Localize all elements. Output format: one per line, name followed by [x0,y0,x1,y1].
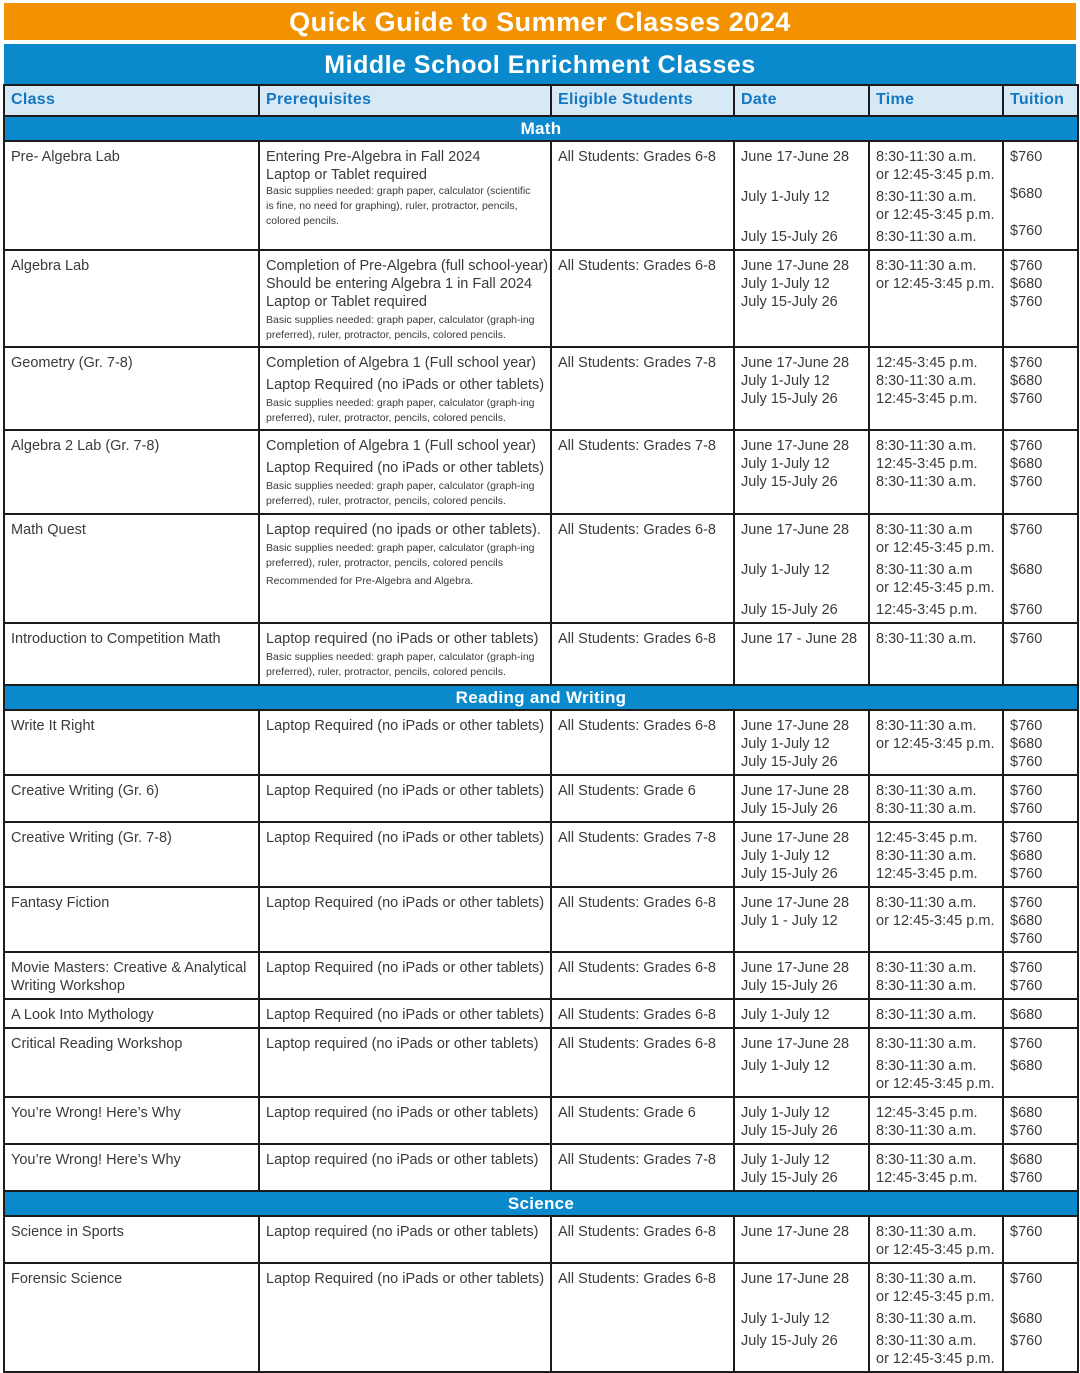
tuition-value: $760 [1010,718,1043,734]
column-header-date: Date [734,85,869,116]
tuition-value: $760 [1010,391,1043,407]
time-value: or 12:45-3:45 p.m. [876,276,995,292]
time-value: or 12:45-3:45 p.m. [876,167,995,183]
date-value: July 1 - July 12 [741,913,838,929]
eligible-students: All Students: Grade 6 [558,1105,696,1121]
tuition-value: $760 [1010,978,1043,994]
table-row [4,822,1078,887]
table-row [4,710,1078,775]
date-value: June 17-June 28 [741,1224,850,1240]
time-value: 12:45-3:45 p.m. [876,456,978,472]
date-value: June 17-June 28 [741,355,850,371]
tuition-value: $680 [1010,186,1043,202]
tuition-value: $760 [1010,258,1043,274]
prereq-supplies: Basic supplies needed: graph paper, calculator (scientific is fine, no need for graphing), ruler, protractor, pencils, colored pencils. [266,185,531,227]
time-value: 8:30-11:30 a.m. [876,474,977,490]
time-value: 8:30-11:30 a.m. [876,189,977,205]
prereq-line: Laptop Required (no iPads or other tablets) [266,1007,545,1023]
time-value: or 12:45-3:45 p.m. [876,913,995,929]
table-row [4,952,1078,999]
tuition-value: $760 [1010,1333,1043,1349]
prereq-recommendation: Recommended for Pre-Algebra and Algebra. [266,575,474,587]
class-name: You’re Wrong! Here’s Why [11,1152,181,1168]
time-value: 12:45-3:45 p.m. [876,830,978,846]
date-value: July 15-July 26 [741,1170,838,1186]
date-value: July 15-July 26 [741,602,838,618]
time-value: or 12:45-3:45 p.m. [876,580,995,596]
prereq-line: Completion of Algebra 1 (Full school year) [266,355,536,371]
class-name: Science in Sports [11,1224,124,1240]
date-value: July 1-July 12 [741,1007,830,1023]
prereq-line: Laptop Required (no iPads or other tablets) [266,783,545,799]
prereq-line: Laptop or Tablet required [266,167,427,183]
time-value: or 12:45-3:45 p.m. [876,736,995,752]
column-header-eligible-students: Eligible Students [551,85,734,116]
prereq-line: Laptop required (no ipads or other tablets). [266,522,541,538]
prereq-line: Completion of Pre-Algebra (full school-year) [266,258,549,274]
date-value: July 1-July 12 [741,736,830,752]
time-value: 8:30-11:30 a.m. [876,1333,977,1349]
table-row [4,1216,1078,1263]
eligible-students: All Students: Grades 6-8 [558,1036,716,1052]
time-value: 12:45-3:45 p.m. [876,602,978,618]
section-header-math: Math [4,116,1078,141]
date-value: June 17-June 28 [741,258,850,274]
date-value: June 17-June 28 [741,895,850,911]
time-value: 8:30-11:30 a.m. [876,1271,977,1287]
eligible-students: All Students: Grades 6-8 [558,718,716,734]
tuition-value: $760 [1010,801,1043,817]
class-name: Creative Writing (Gr. 7-8) [11,830,172,846]
date-value: July 15-July 26 [741,801,838,817]
tuition-value: $760 [1010,1224,1043,1240]
tuition-value: $680 [1010,276,1043,292]
table-row [4,430,1078,514]
class-name: Fantasy Fiction [11,895,110,911]
tuition-value: $760 [1010,830,1043,846]
class-name: Movie Masters: Creative & Analytical Writing Workshop [11,960,247,994]
prereq-line: Laptop Required (no iPads or other tablets) [266,895,545,911]
tuition-value: $680 [1010,1152,1043,1168]
class-name: Pre- Algebra Lab [11,149,120,165]
table-row [4,1028,1078,1097]
tuition-value: $760 [1010,1271,1043,1287]
tuition-value: $760 [1010,149,1043,165]
table-row [4,999,1078,1028]
prereq-line: Laptop or Tablet required [266,294,427,310]
date-value: July 1-July 12 [741,456,830,472]
date-value: July 15-July 26 [741,866,838,882]
time-value: 8:30-11:30 a.m. [876,1152,977,1168]
time-value: or 12:45-3:45 p.m. [876,1351,995,1367]
eligible-students: All Students: Grades 7-8 [558,355,716,371]
page-title: Quick Guide to Summer Classes 2024 [4,3,1076,40]
class-name: Write It Right [11,718,95,734]
date-value: July 15-July 26 [741,1123,838,1139]
time-value: 8:30-11:30 a.m. [876,373,977,389]
time-value: 12:45-3:45 p.m. [876,355,978,371]
class-name: Algebra Lab [11,258,90,274]
tuition-value: $680 [1010,456,1043,472]
tuition-value: $680 [1010,562,1043,578]
date-value: June 17-June 28 [741,1036,850,1052]
time-value: 12:45-3:45 p.m. [876,1170,978,1186]
prereq-line: Completion of Algebra 1 (Full school year) [266,438,536,454]
eligible-students: All Students: Grades 7-8 [558,1152,716,1168]
time-value: 8:30-11:30 a.m. [876,149,977,165]
time-value: 8:30-11:30 a.m. [876,1036,977,1052]
time-value: or 12:45-3:45 p.m. [876,1289,995,1305]
prereq-line: Entering Pre-Algebra in Fall 2024 [266,149,481,165]
date-value: July 15-July 26 [741,978,838,994]
time-value: 8:30-11:30 a.m. [876,1007,977,1023]
eligible-students: All Students: Grades 6-8 [558,522,716,538]
prereq-supplies: Basic supplies needed: graph paper, calculator (graph-ing preferred), ruler, protractor, pencils, colored pencils. [266,314,535,341]
date-value: July 1-July 12 [741,562,830,578]
table-row [4,1097,1078,1144]
prereq-supplies: Basic supplies needed: graph paper, calculator (graph-ing preferred), ruler, protractor, pencils, colored pencils. [266,480,535,507]
class-name: Math Quest [11,522,86,538]
time-value: 12:45-3:45 p.m. [876,866,978,882]
time-value: 8:30-11:30 a.m. [876,229,977,245]
prereq-line: Laptop required (no iPads or other tablets) [266,1224,539,1240]
page-subtitle: Middle School Enrichment Classes [4,44,1076,84]
date-value: June 17-June 28 [741,1271,850,1287]
tuition-value: $760 [1010,474,1043,490]
date-value: July 15-July 26 [741,229,838,245]
date-value: July 1-July 12 [741,1311,830,1327]
tuition-value: $680 [1010,1105,1043,1121]
eligible-students: All Students: Grades 6-8 [558,895,716,911]
tuition-value: $760 [1010,754,1043,770]
table-row [4,1263,1078,1372]
date-value: July 1-July 12 [741,373,830,389]
tuition-value: $760 [1010,438,1043,454]
section-header-reading-writing: Reading and Writing [4,685,1078,710]
table-row [4,514,1078,623]
time-value: 8:30-11:30 a.m. [876,438,977,454]
date-value: June 17-June 28 [741,438,850,454]
tuition-value: $680 [1010,913,1043,929]
prereq-line: Laptop Required (no iPads or other tablets) [266,960,545,976]
tuition-value: $760 [1010,355,1043,371]
date-value: June 17-June 28 [741,830,850,846]
date-value: July 1-July 12 [741,1152,830,1168]
tuition-value: $680 [1010,1058,1043,1074]
time-value: 8:30-11:30 a.m. [876,895,977,911]
time-value: 8:30-11:30 a.m [876,562,973,578]
tuition-value: $680 [1010,373,1043,389]
eligible-students: All Students: Grades 7-8 [558,438,716,454]
date-value: July 1-July 12 [741,1058,830,1074]
section-header-science: Science [4,1191,1078,1216]
class-name: Creative Writing (Gr. 6) [11,783,159,799]
table-row [4,347,1078,430]
class-name: A Look Into Mythology [11,1007,154,1023]
prereq-line: Laptop Required (no iPads or other tablets) [266,1271,545,1287]
column-header-tuition: Tuition [1003,85,1078,116]
date-value: June 17-June 28 [741,522,850,538]
tuition-value: $760 [1010,294,1043,310]
tuition-value: $680 [1010,1007,1043,1023]
column-header-class: Class [4,85,259,116]
date-value: June 17-June 28 [741,960,850,976]
tuition-value: $760 [1010,602,1043,618]
prereq-line: Laptop required (no iPads or other tablets) [266,1152,539,1168]
prereq-line: Should be entering Algebra 1 in Fall 2024 [266,276,533,292]
tuition-value: $760 [1010,783,1043,799]
time-value: or 12:45-3:45 p.m. [876,540,995,556]
tuition-value: $760 [1010,631,1043,647]
table-row [4,250,1078,347]
prereq-supplies: Basic supplies needed: graph paper, calculator (graph-ing preferred), ruler, protractor, pencils, colored pencils. [266,397,535,424]
class-name: Forensic Science [11,1271,123,1287]
prereq-line: Laptop required (no iPads or other tablets) [266,631,539,647]
time-value: 8:30-11:30 a.m. [876,1311,977,1327]
time-value: 8:30-11:30 a.m. [876,631,977,647]
table-row [4,141,1078,250]
prereq-supplies: Basic supplies needed: graph paper, calculator (graph-ing preferred), ruler, protractor, pencils, colored pencils [266,542,535,569]
date-value: July 15-July 26 [741,391,838,407]
time-value: 12:45-3:45 p.m. [876,391,978,407]
time-value: or 12:45-3:45 p.m. [876,1076,995,1092]
time-value: 8:30-11:30 a.m. [876,978,977,994]
tuition-value: $680 [1010,736,1043,752]
eligible-students: All Students: Grades 6-8 [558,149,716,165]
header-row [4,85,1078,116]
class-name: You’re Wrong! Here’s Why [11,1105,181,1121]
class-name: Geometry (Gr. 7-8) [11,355,133,371]
tuition-value: $760 [1010,1036,1043,1052]
table-row [4,775,1078,822]
table-row [4,623,1078,685]
time-value: 8:30-11:30 a.m. [876,1058,977,1074]
tuition-value: $760 [1010,866,1043,882]
prereq-line: Laptop Required (no iPads or other tablets) [266,718,545,734]
time-value: 8:30-11:30 a.m [876,522,973,538]
date-value: June 17-June 28 [741,783,850,799]
tuition-value: $760 [1010,1170,1043,1186]
date-value: July 15-July 26 [741,754,838,770]
class-schedule-table [3,84,1079,1373]
table-row [4,887,1078,952]
time-value: 8:30-11:30 a.m. [876,1224,977,1240]
class-name: Algebra 2 Lab (Gr. 7-8) [11,438,160,454]
prereq-supplies: Basic supplies needed: graph paper, calculator (graph-ing preferred), ruler, protractor, pencils, colored pencils. [266,651,535,678]
time-value: or 12:45-3:45 p.m. [876,207,995,223]
date-value: July 15-July 26 [741,1333,838,1349]
date-value: July 1-July 12 [741,276,830,292]
date-value: July 1-July 12 [741,848,830,864]
tuition-value: $760 [1010,960,1043,976]
tuition-value: $680 [1010,848,1043,864]
time-value: 8:30-11:30 a.m. [876,258,977,274]
prereq-line: Laptop Required (no iPads or other tablets) [266,377,545,393]
eligible-students: All Students: Grades 6-8 [558,1007,716,1023]
column-header-prerequisites: Prerequisites [259,85,551,116]
tuition-value: $760 [1010,1123,1043,1139]
tuition-value: $760 [1010,895,1043,911]
prereq-line: Laptop required (no iPads or other tablets) [266,1105,539,1121]
date-value: June 17 - June 28 [741,631,858,647]
eligible-students: All Students: Grades 6-8 [558,1224,716,1240]
date-value: July 1-July 12 [741,189,830,205]
time-value: 8:30-11:30 a.m. [876,801,977,817]
eligible-students: All Students: Grades 6-8 [558,960,716,976]
class-name: Introduction to Competition Math [11,631,221,647]
date-value: July 15-July 26 [741,474,838,490]
time-value: 8:30-11:30 a.m. [876,960,977,976]
tuition-value: $680 [1010,1311,1043,1327]
eligible-students: All Students: Grades 6-8 [558,258,716,274]
tuition-value: $760 [1010,223,1043,239]
prereq-line: Laptop Required (no iPads or other tablets) [266,460,545,476]
class-name: Critical Reading Workshop [11,1036,183,1052]
time-value: 8:30-11:30 a.m. [876,783,977,799]
eligible-students: All Students: Grades 7-8 [558,830,716,846]
time-value: 8:30-11:30 a.m. [876,1123,977,1139]
prereq-line: Laptop required (no iPads or other tablets) [266,1036,539,1052]
eligible-students: All Students: Grades 6-8 [558,631,716,647]
date-value: July 15-July 26 [741,294,838,310]
prereq-line: Laptop Required (no iPads or other tablets) [266,830,545,846]
date-value: June 17-June 28 [741,718,850,734]
date-value: June 17-June 28 [741,149,850,165]
time-value: or 12:45-3:45 p.m. [876,1242,995,1258]
date-value: July 1-July 12 [741,1105,830,1121]
time-value: 8:30-11:30 a.m. [876,848,977,864]
column-header-time: Time [869,85,1003,116]
time-value: 8:30-11:30 a.m. [876,718,977,734]
tuition-value: $760 [1010,522,1043,538]
eligible-students: All Students: Grade 6 [558,783,696,799]
table-row [4,1144,1078,1191]
eligible-students: All Students: Grades 6-8 [558,1271,716,1287]
time-value: 12:45-3:45 p.m. [876,1105,978,1121]
tuition-value: $760 [1010,931,1043,947]
